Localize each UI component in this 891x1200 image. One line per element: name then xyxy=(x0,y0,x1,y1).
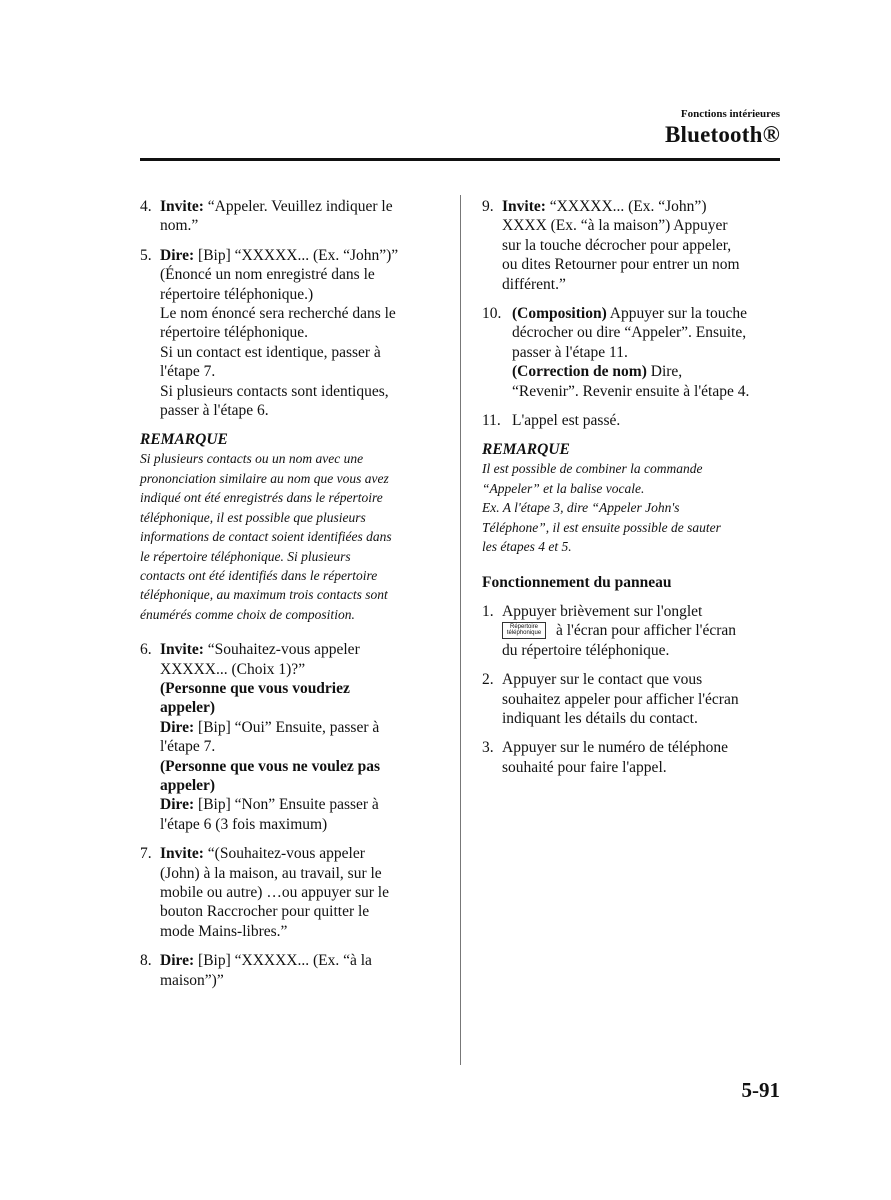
step-line: Invite: “Souhaitez-vous appeler xyxy=(160,641,360,659)
step-line: sur la touche décrocher pour appeler, xyxy=(502,236,732,254)
icon-label: Répertoire xyxy=(509,623,538,630)
step-line: Appuyer sur le contact que vous xyxy=(502,671,703,689)
note-line: énumérés comme choix de composition. xyxy=(140,606,355,622)
step-line: Invite: “Appeler. Veuillez indiquer le xyxy=(160,198,393,215)
step-line: indiquant les détails du contact. xyxy=(502,709,698,727)
panel-step-list-rest xyxy=(482,670,782,777)
step-line: (Composition) Appuyer sur la touche xyxy=(512,305,748,323)
step-line: L'appel est passé. xyxy=(512,412,621,430)
step-line: l'étape 6 (3 fois maximum) xyxy=(160,815,328,833)
step-number: 3. xyxy=(482,739,494,757)
step-line: du répertoire téléphonique. xyxy=(502,641,670,659)
note-line: Ex. A l'étape 3, dire “Appeler John's xyxy=(482,500,680,516)
note-body xyxy=(140,449,436,624)
step-text: à l'écran pour afficher l'écran xyxy=(556,622,736,640)
list-item xyxy=(482,304,782,401)
list-item xyxy=(140,246,436,421)
list-item xyxy=(482,411,782,430)
note-line: indiqué ont été enregistrés dans le répertoire xyxy=(140,490,383,506)
left-step-list-continued xyxy=(140,640,436,990)
step-line: appeler) xyxy=(160,776,216,794)
step-line: Dire: [Bip] “Oui” Ensuite, passer à xyxy=(160,718,380,736)
step-line xyxy=(502,621,782,640)
step-line: mode Mains-libres.” xyxy=(160,922,288,940)
step-line: Invite: “(Souhaitez-vous appeler xyxy=(160,845,365,863)
note-line: prononciation similaire au nom que vous avez xyxy=(140,470,389,486)
note-line: contacts ont été identifiés dans le répertoire xyxy=(140,567,378,583)
step-line: “Revenir”. Revenir ensuite à l'étape 4. xyxy=(512,382,750,400)
step-number: 8. xyxy=(140,952,152,970)
step-number: 1. xyxy=(482,602,494,620)
section-label: Fonctions intérieures xyxy=(680,108,780,120)
header-rule xyxy=(140,158,780,161)
step-line: passer à l'étape 6. xyxy=(160,402,269,420)
list-item xyxy=(140,640,436,834)
step-line: Dire: [Bip] “XXXXX... (Ex. “John”)” xyxy=(160,246,399,264)
column-divider xyxy=(460,195,461,1065)
step-line: Appuyer sur le numéro de téléphone xyxy=(502,739,728,757)
phonebook-tab-icon xyxy=(502,622,546,639)
step-line: Le nom énoncé sera recherché dans le xyxy=(160,305,396,323)
step-line: différent.” xyxy=(502,275,566,293)
list-item xyxy=(482,738,782,777)
step-line: décrocher ou dire “Appeler”. Ensuite, xyxy=(512,324,747,342)
step-line: passer à l'étape 11. xyxy=(512,343,628,361)
step-line: (Correction de nom) Dire, xyxy=(512,363,683,381)
note-line: “Appeler” et la balise vocale. xyxy=(482,480,645,496)
step-line: Si un contact est identique, passer à xyxy=(160,343,381,361)
right-column xyxy=(482,197,782,787)
section-title: Bluetooth® xyxy=(664,122,780,147)
step-line: souhaitez appeler pour afficher l'écran xyxy=(502,690,739,708)
step-line: (Personne que vous ne voulez pas xyxy=(160,757,381,775)
list-item xyxy=(140,197,436,236)
step-line: Appuyer brièvement sur l'onglet xyxy=(502,602,703,620)
list-item xyxy=(140,844,436,941)
note-title: REMARQUE xyxy=(482,441,570,459)
step-line: l'étape 7. xyxy=(160,738,216,756)
step-line: (Personne que vous voudriez xyxy=(160,679,350,697)
note-title: REMARQUE xyxy=(140,431,228,449)
list-item xyxy=(482,197,782,294)
step-number: 9. xyxy=(482,198,494,215)
step-line: (John) à la maison, au travail, sur le xyxy=(160,864,382,882)
note-line: Si plusieurs contacts ou un nom avec une xyxy=(140,451,364,467)
step-line: maison”)” xyxy=(160,971,224,989)
step-line: Invite: “XXXXX... (Ex. “John”) xyxy=(502,198,707,215)
page-header xyxy=(0,0,891,170)
step-number: 2. xyxy=(482,671,494,689)
step-number: 5. xyxy=(140,246,152,264)
step-line: Dire: [Bip] “XXXXX... (Ex. “à la xyxy=(160,952,372,970)
step-line: XXXXX... (Choix 1)?” xyxy=(160,660,306,678)
step-line: Si plusieurs contacts sont identiques, xyxy=(160,382,389,400)
left-step-list xyxy=(140,197,436,420)
panel-subheading: Fonctionnement du panneau xyxy=(482,573,672,591)
step-number: 6. xyxy=(140,641,152,659)
step-number: 10. xyxy=(482,305,502,323)
page-number: 5-91 xyxy=(741,1078,780,1102)
step-line: bouton Raccrocher pour quitter le xyxy=(160,903,370,921)
note-line: téléphonique, il est possible que plusieurs xyxy=(140,509,366,525)
step-number: 7. xyxy=(140,845,152,863)
left-column xyxy=(140,197,436,1000)
icon-label: téléphonique xyxy=(506,630,542,637)
right-step-list xyxy=(482,197,782,430)
note-line: informations de contact soient identifiées dans xyxy=(140,529,392,545)
step-line: répertoire téléphonique.) xyxy=(160,285,314,303)
step-line: souhaité pour faire l'appel. xyxy=(502,758,667,776)
panel-step-list xyxy=(482,602,782,777)
list-item xyxy=(482,670,782,728)
step-line: l'étape 7. xyxy=(160,363,216,381)
note-line: le répertoire téléphonique. Si plusieurs xyxy=(140,548,351,564)
note-body xyxy=(482,459,782,556)
step-number: 4. xyxy=(140,198,152,215)
step-line: ou dites Retourner pour entrer un nom xyxy=(502,256,740,274)
step-line: XXXX (Ex. “à la maison”) Appuyer xyxy=(502,217,728,235)
step-line: appeler) xyxy=(160,699,216,717)
step-line: répertoire téléphonique. xyxy=(160,324,309,342)
step-number: 11. xyxy=(482,412,501,430)
note-line: Téléphone”, il est ensuite possible de sauter xyxy=(482,519,721,535)
list-item xyxy=(140,951,436,990)
step-line: (Énoncé un nom enregistré dans le xyxy=(160,266,375,284)
note-line: téléphonique, au maximum trois contacts sont xyxy=(140,587,388,603)
note-line: Il est possible de combiner la commande xyxy=(482,461,703,477)
note-line: les étapes 4 et 5. xyxy=(482,539,572,555)
list-item xyxy=(482,602,782,660)
step-line: Dire: [Bip] “Non” Ensuite passer à xyxy=(160,796,379,814)
step-line: mobile ou autre) …ou appuyer sur le xyxy=(160,884,389,901)
step-line: nom.” xyxy=(160,217,199,235)
